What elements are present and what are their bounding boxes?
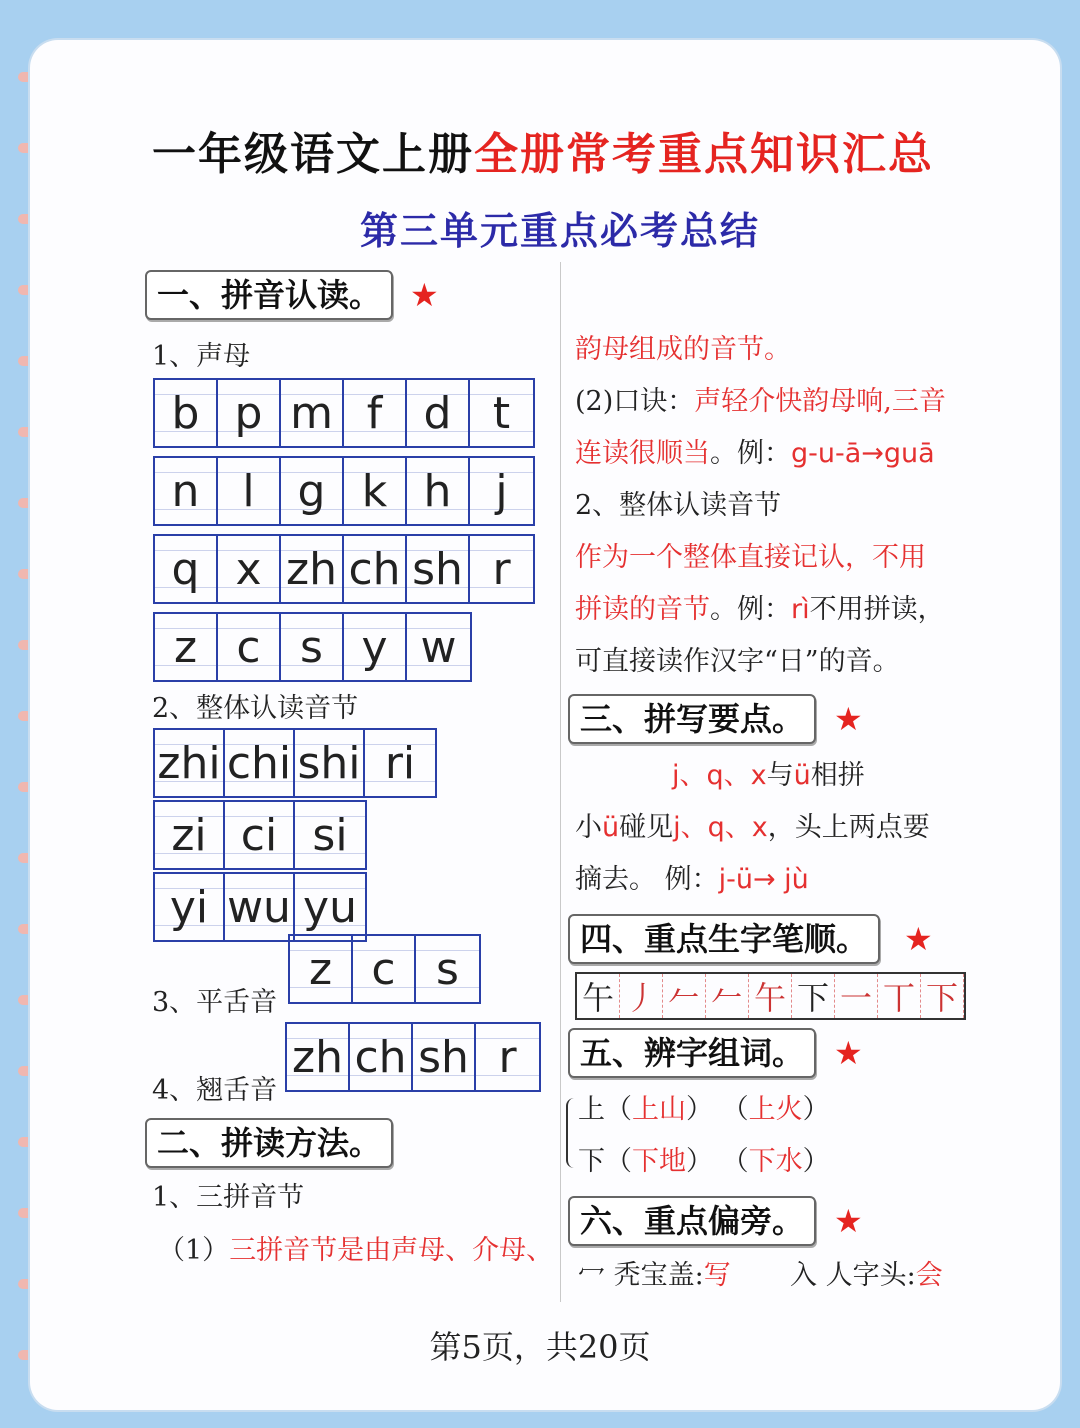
pinyin-cell: zh [281,536,344,602]
page-title: 一年级语文上册全册常考重点知识汇总 [152,129,934,180]
stroke-cell: 下 [921,974,964,1018]
section-heading-bishun: 四、重点生字笔顺。 [568,914,880,964]
pinyin-cell: b [155,380,218,446]
qiaoshe-label: 4、翘舌音 [152,1075,278,1106]
pianpang-b: 入 人字头:会 [790,1260,943,1291]
stroke-cell: 一 [835,974,878,1018]
stroke-cell: 下 [792,974,835,1018]
stroke-cell: 丅 [878,974,921,1018]
zhengti-note: 可直接读作汉字“日”的音。 [575,646,900,677]
pinyin-cell: zh [287,1024,350,1090]
pinyin-grid-row [153,800,367,870]
pinyin-cell: g [281,458,344,524]
pinyin-cell: n [155,458,218,524]
star-icon: ★ [410,276,439,314]
pinyin-cell: shi [295,730,365,796]
pingshe-label: 3、平舌音 [152,987,278,1018]
pinyin-cell: x [218,536,281,602]
zhengti-example: 拼读的音节。例：rì不用拼读， [575,594,945,625]
star-icon: ★ [834,1202,863,1240]
section-heading-pindu: 二、拼读方法。 [145,1118,393,1168]
pinyin-cell: h [407,458,470,524]
shengmu-label: 1、声母 [152,341,251,372]
bianzi-row-shang: 上（上山） （上火） [578,1094,830,1125]
pinxie-rule: 小ü碰见j、q、x，头上两点要 [575,812,930,843]
pinyin-cell: ch [350,1024,413,1090]
pinyin-cell: l [218,458,281,524]
pinyin-grid-row [153,534,535,604]
pinyin-grid-row [153,872,367,942]
pinyin-grid-row [153,612,472,682]
zhengti-def: 作为一个整体直接记认，不用 [575,542,926,573]
pinyin-cell: s [416,936,479,1002]
pinyin-cell: yu [295,874,365,940]
page-subtitle: 第三单元重点必考总结 [360,208,761,253]
star-icon: ★ [834,1034,863,1072]
pinyin-cell: zi [155,802,225,868]
pinyin-cell: w [407,614,470,680]
sanpin-label: 1、三拼音节 [152,1182,305,1213]
pinyin-grid-row [153,728,437,798]
pinyin-cell: wu [225,874,295,940]
pinyin-cell: sh [407,536,470,602]
koujue-line: (2)口诀：声轻介快韵母响,三音 [575,386,946,417]
pinyin-cell: d [407,380,470,446]
shengmu-grid [153,378,535,690]
pinyin-cell: t [470,380,533,446]
pinyin-cell: p [218,380,281,446]
pinyin-cell: r [476,1024,539,1090]
section-heading-bianzi: 五、辨字组词。 [568,1028,816,1078]
page-number: 第5页，共20页 [429,1328,651,1366]
pinyin-cell: si [295,802,365,868]
column-divider [560,262,561,1302]
pinyin-cell: z [155,614,218,680]
pinyin-cell: zhi [155,730,225,796]
pinyin-cell: r [470,536,533,602]
star-icon: ★ [904,920,933,958]
stroke-cell: 午 [577,974,620,1018]
pinyin-cell: y [344,614,407,680]
pianpang-a: 冖 秃宝盖:写 [578,1260,731,1291]
pinyin-cell: j [470,458,533,524]
qiaoshe-grid [285,1022,541,1092]
pinyin-cell: sh [413,1024,476,1090]
pinyin-cell: ci [225,802,295,868]
brace [566,1098,578,1168]
zhengti-label: 2、整体认读音节 [152,693,359,724]
section-heading-pianpang: 六、重点偏旁。 [568,1196,816,1246]
pinyin-grid-row [153,456,535,526]
pinyin-cell: chi [225,730,295,796]
stroke-cell: 𠂉 [706,974,749,1018]
section-heading-pinxie: 三、拼写要点。 [568,694,816,744]
pinyin-cell: ch [344,536,407,602]
section-heading-pinyin: 一、拼音认读。 [145,270,393,320]
pinyin-cell: z [290,936,353,1002]
star-icon: ★ [834,700,863,738]
stroke-cell: 午 [749,974,792,1018]
sanpin-def: （1）三拼音节是由声母、介母、 [158,1235,554,1266]
pinyin-cell: ri [365,730,435,796]
pingshe-grid [288,934,481,1004]
stroke-cell: 丿 [620,974,663,1018]
zhengti-heading: 2、整体认读音节 [575,490,782,521]
pinyin-cell: f [344,380,407,446]
pinyin-cell: c [353,936,416,1002]
stroke-cell: 𠂉 [663,974,706,1018]
pinxie-rule-title: j、q、x与ü相拼 [672,760,865,791]
pinyin-grid-row [288,934,481,1004]
pinyin-grid-row [285,1022,541,1092]
bianzi-row-xia: 下（下地） （下水） [578,1146,830,1177]
koujue-example: 连读很顺当。例：g-u-ā→guā [575,438,935,469]
stroke-order-grid [575,972,966,1020]
pinyin-cell: k [344,458,407,524]
pinyin-cell: q [155,536,218,602]
zhengti-grid [153,728,437,944]
pinxie-example: 摘去。 例：j-ü→ jù [575,864,809,895]
pinyin-grid-row [153,378,535,448]
pinyin-cell: yi [155,874,225,940]
sanpin-def-cont: 韵母组成的音节。 [575,334,791,365]
pinyin-cell: m [281,380,344,446]
pinyin-cell: c [218,614,281,680]
pinyin-cell: s [281,614,344,680]
